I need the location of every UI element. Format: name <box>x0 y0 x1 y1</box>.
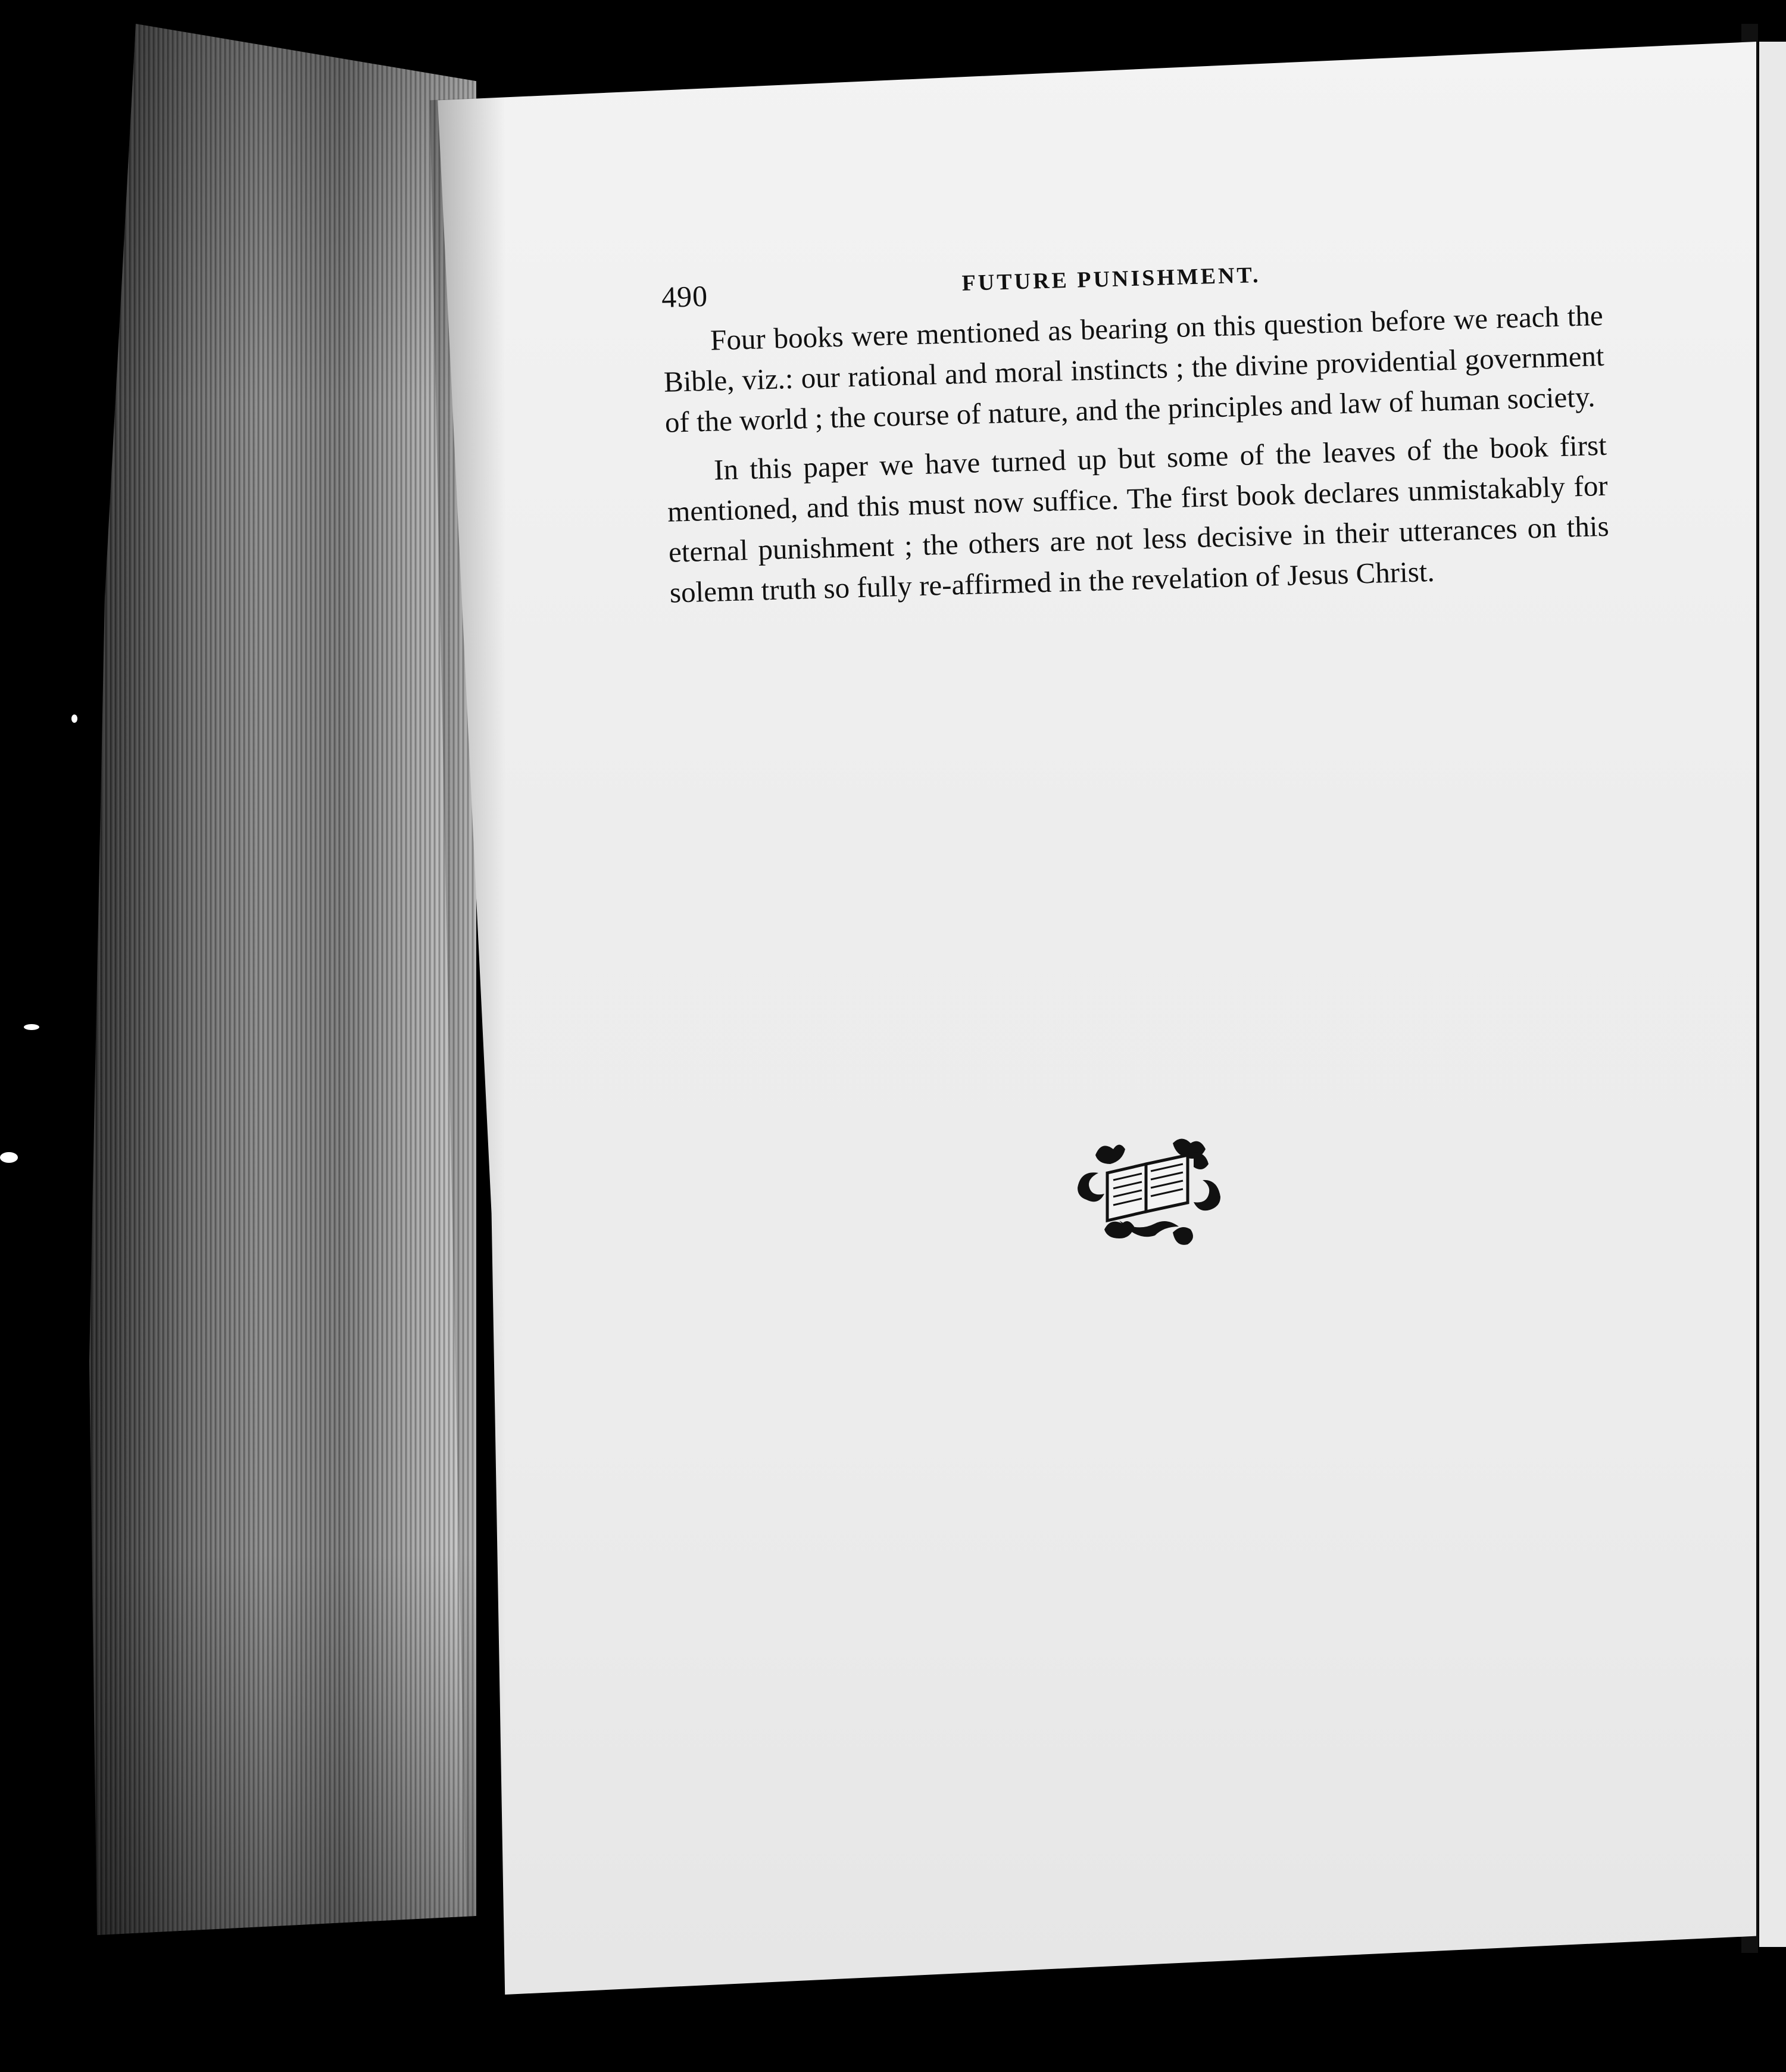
paragraph-1: Four books were mentioned as bearing on this question before we reach the Bible, viz.: our rational and moral instincts ; the divine providential government of the world ; the course of nature, and the principles and law of human society. <box>663 298 1605 439</box>
page-text-block <box>661 248 1610 613</box>
dust-speck <box>0 1152 18 1163</box>
page-edges-stack <box>89 24 476 1935</box>
adjacent-page-edge <box>1759 42 1786 1947</box>
open-book-with-oak-leaves-ornament-icon <box>1072 1131 1226 1256</box>
dust-speck <box>24 1024 39 1030</box>
page-number: 490 <box>661 279 708 314</box>
paragraph-2: In this paper we have turned up but some of the leaves of the book first mentioned, and this must now suffice. The first book declares unmistakably for eternal punishment ; the others are not less decisive in their utterances on this solemn truth so fully re-affirmed in the revelation of Jesus Christ. <box>667 428 1610 609</box>
dust-speck <box>71 714 77 723</box>
running-title: FUTURE PUNISHMENT. <box>961 262 1262 296</box>
